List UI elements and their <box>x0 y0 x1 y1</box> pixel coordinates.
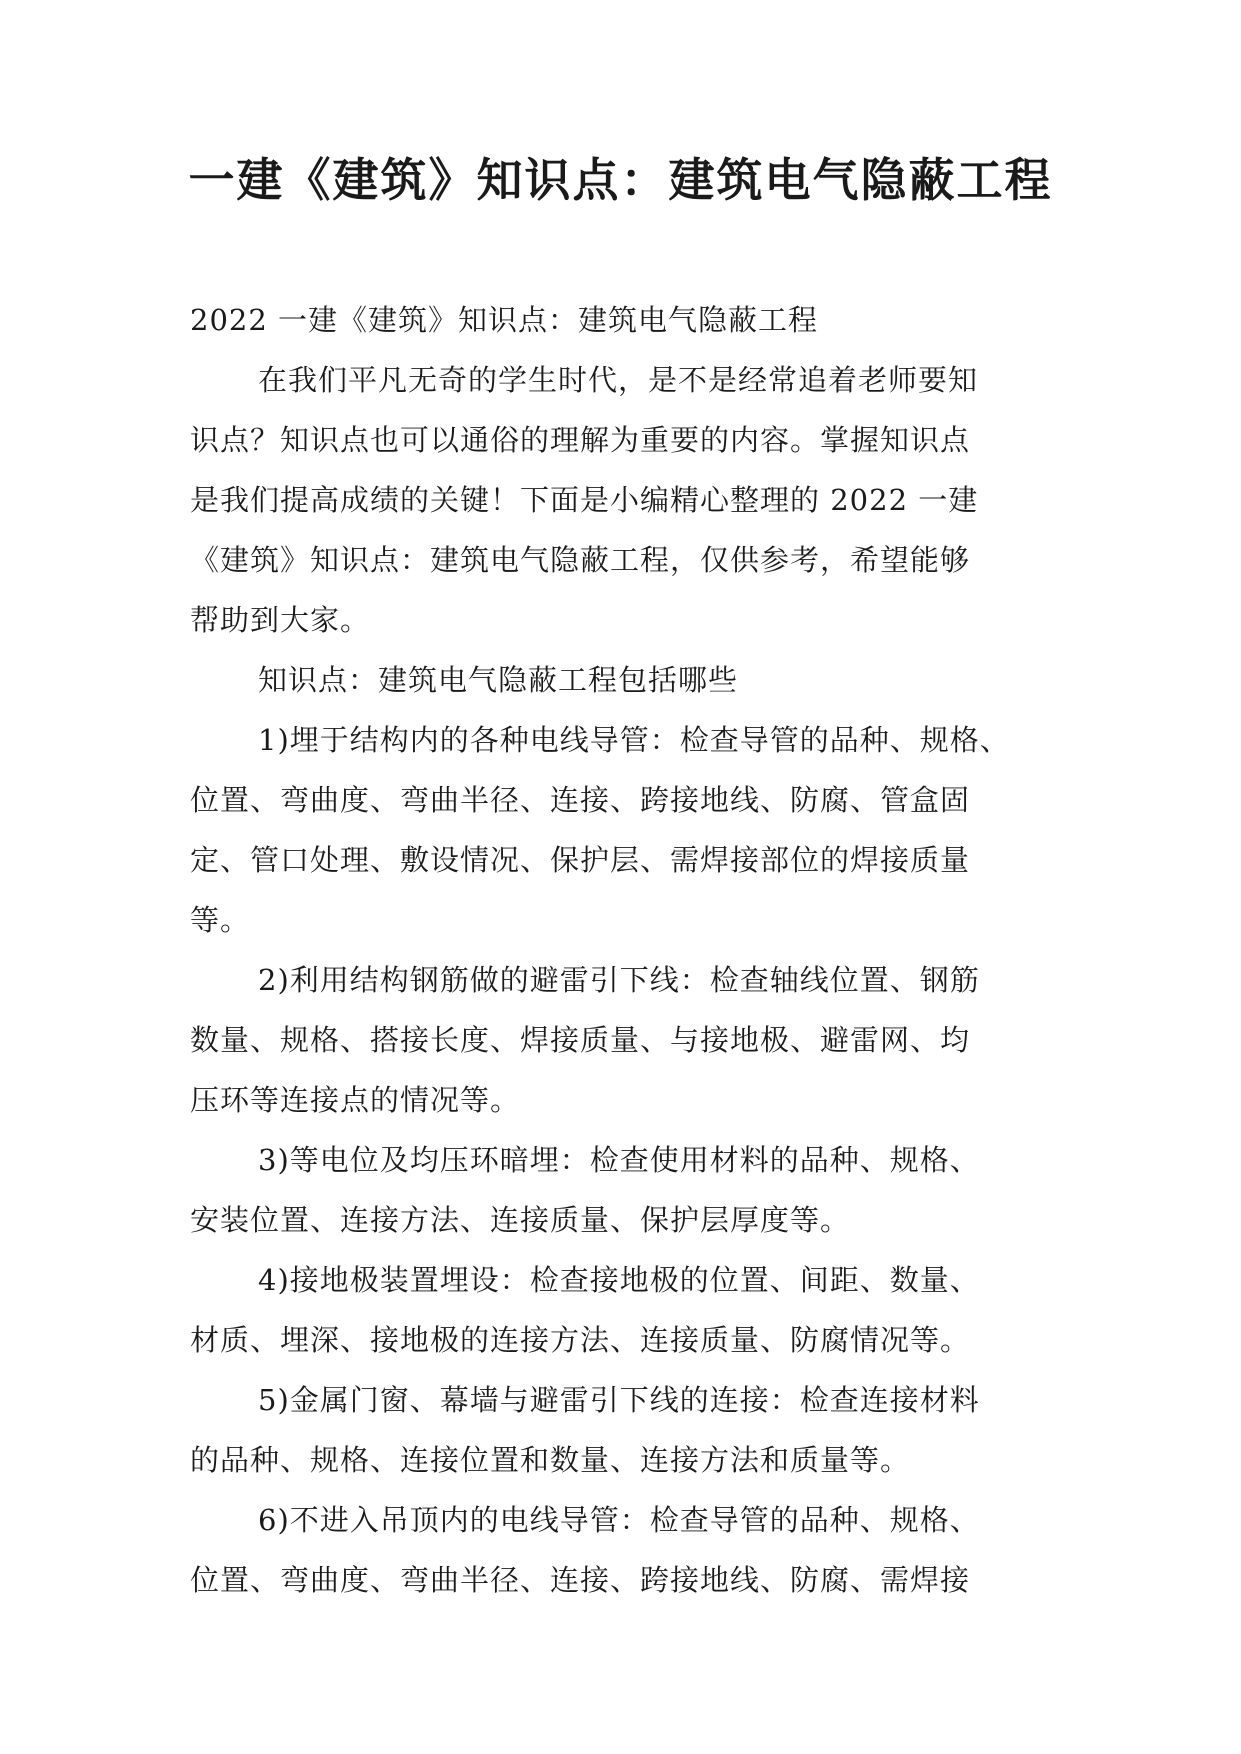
subtitle-line: 2022 一建《建筑》知识点：建筑电气隐蔽工程 <box>190 303 819 337</box>
item-1-line: 定、管口处理、敷设情况、保护层、需焊接部位的焊接质量 <box>190 843 971 877</box>
item-2-line: 压环等连接点的情况等。 <box>190 1083 521 1117</box>
item-4-line: 4)接地极装置埋设：检查接地极的位置、间距、数量、 <box>258 1263 980 1297</box>
item-1-line: 等。 <box>190 903 251 937</box>
item-1-line: 位置、弯曲度、弯曲半径、连接、跨接地线、防腐、管盒固 <box>190 783 971 817</box>
document-body <box>190 290 1070 1610</box>
document-title: 一建《建筑》知识点：建筑电气隐蔽工程 <box>188 153 1053 207</box>
intro-line: 识点？知识点也可以通俗的理解为重要的内容。掌握知识点 <box>190 423 971 457</box>
item-3-line: 安装位置、连接方法、连接质量、保护层厚度等。 <box>190 1203 851 1237</box>
item-5-line: 的品种、规格、连接位置和数量、连接方法和质量等。 <box>190 1443 911 1477</box>
intro-line: 《建筑》知识点：建筑电气隐蔽工程，仅供参考，希望能够 <box>190 543 971 577</box>
item-4-line: 材质、埋深、接地极的连接方法、连接质量、防腐情况等。 <box>190 1323 971 1357</box>
intro-line: 是我们提高成绩的关键！下面是小编精心整理的 2022 一建 <box>190 483 979 517</box>
section-heading: 知识点：建筑电气隐蔽工程包括哪些 <box>258 663 739 697</box>
item-5-line: 5)金属门窗、幕墙与避雷引下线的连接：检查连接材料 <box>258 1383 980 1417</box>
intro-line: 帮助到大家。 <box>190 603 371 637</box>
item-6-line: 6)不进入吊顶内的电线导管：检查导管的品种、规格、 <box>258 1503 980 1537</box>
item-3-line: 3)等电位及均压环暗埋：检查使用材料的品种、规格、 <box>258 1143 980 1177</box>
item-6-line: 位置、弯曲度、弯曲半径、连接、跨接地线、防腐、需焊接 <box>190 1563 971 1597</box>
item-1-line: 1)埋于结构内的各种电线导管：检查导管的品种、规格、 <box>258 723 1010 757</box>
intro-line: 在我们平凡无奇的学生时代，是不是经常追着老师要知 <box>258 363 979 397</box>
item-2-line: 数量、规格、搭接长度、焊接质量、与接地极、避雷网、均 <box>190 1023 971 1057</box>
item-2-line: 2)利用结构钢筋做的避雷引下线：检查轴线位置、钢筋 <box>258 963 980 997</box>
